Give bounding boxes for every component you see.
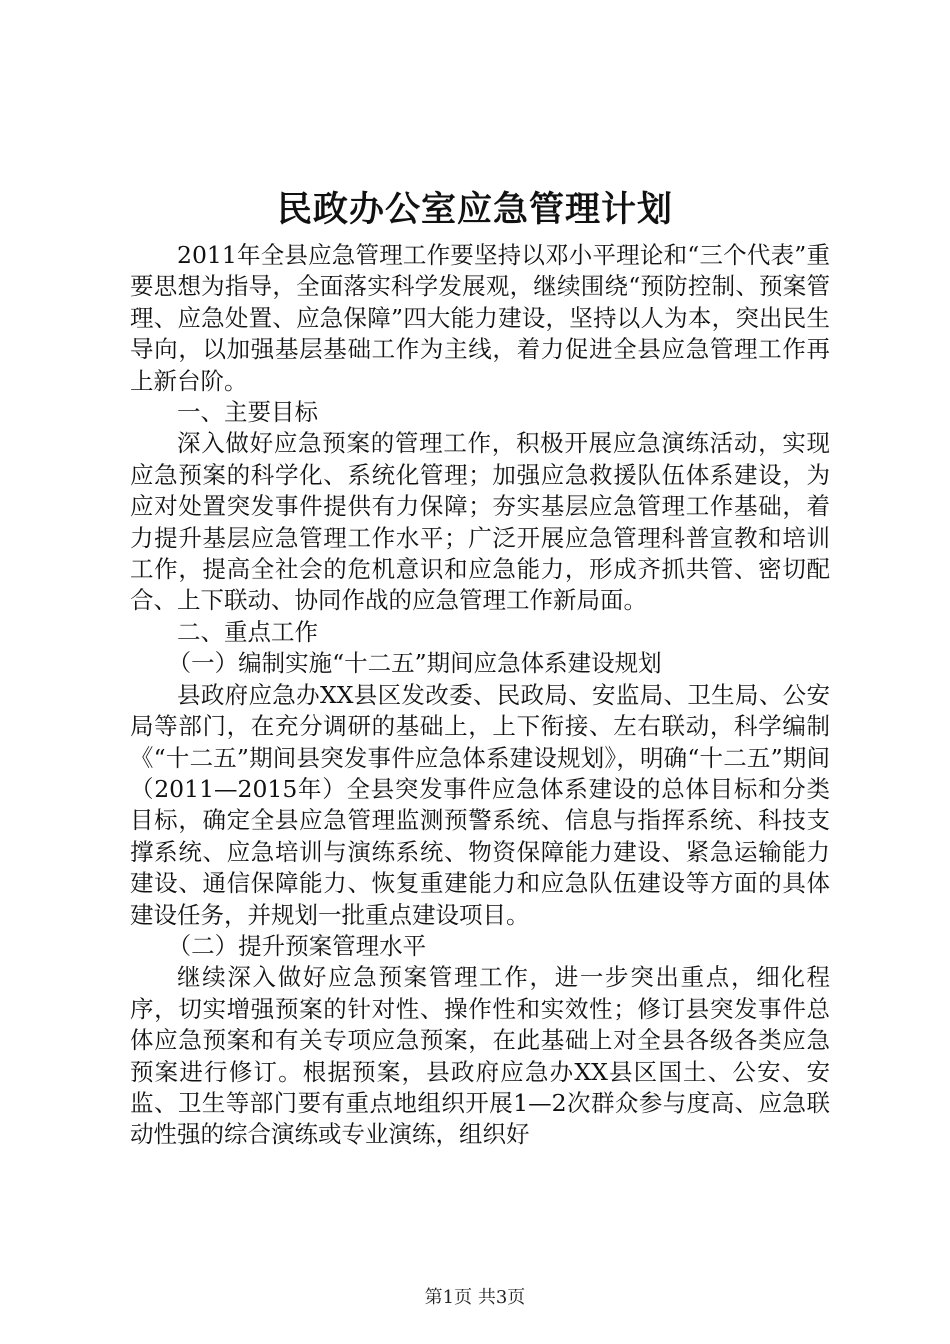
document-body (130, 240, 830, 1151)
page-footer: 第1页 共3页 (424, 1287, 526, 1308)
section-heading-key-work: 二、重点工作 (177, 617, 318, 646)
main-goals-paragraph: 深入做好应急预案的管理工作，积极开展应急演练活动，实现应急预案的科学化、系统化管理；加强应急救援队伍体系建设，为应对处置突发事件提供有力保障；夯实基层应急管理工作基础，着力提升基层应急管理工作水平；广泛开展应急管理科普宣教和培训工作，提高全社会的危机意识和应急能力，形成齐抓共管、密切配合、上下联动、协同作战的应急管理工作新局面。 (130, 429, 830, 615)
plan-paragraph: 县政府应急办XX县区发改委、民政局、安监局、卫生局、公安局等部门，在充分调研的基础上，上下衔接、左右联动，科学编制《“十二五”期间县突发事件应急体系建设规划》，明确“十二五”期间（2011—2015年）全县突发事件应急体系建设的总体目标和分类目标，确定全县应急管理监测预警系统、信息与指挥系统、科技支撑系统、应急培训与演练系统、物资保障能力建设、紧急运输能力建设、通信保障能力、恢复重建能力和应急队伍建设等方面的具体建设任务，并规划一批重点建设项目。 (130, 680, 830, 929)
section-heading-main-goals: 一、主要目标 (177, 398, 318, 427)
document-title: 民政办公室应急管理计划 (276, 189, 673, 230)
intro-paragraph: 2011年全县应急管理工作要坚持以邓小平理论和“三个代表”重要思想为指导，全面落实科学发展观，继续围绕“预防控制、预案管理、应急处置、应急保障”四大能力建设，坚持以人为本，突出民生导向，以加强基层基础工作为主线，着力促进全县应急管理工作再上新台阶。 (130, 241, 830, 395)
preplan-paragraph: 继续深入做好应急预案管理工作，进一步突出重点，细化程序，切实增强预案的针对性、操作性和实效性；修订县突发事件总体应急预案和有关专项应急预案，在此基础上对全县各级各类应急预案进行修订。根据预案，县政府应急办XX县区国土、公安、安监、卫生等部门要有重点地组织开展1—2次群众参与度高、应急联动性强的综合演练或专业演练，组织好 (130, 963, 830, 1149)
subsection-heading-preplan: （二）提升预案管理水平 (167, 931, 427, 960)
subsection-heading-plan: （一）编制实施“十二五”期间应急体系建设规划 (167, 649, 662, 678)
